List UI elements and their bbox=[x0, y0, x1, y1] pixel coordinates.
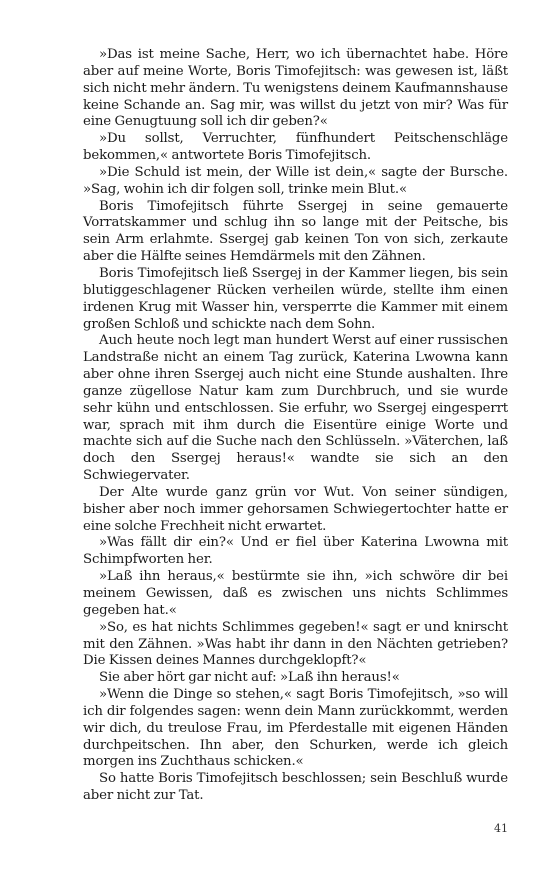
paragraph-4: Boris Timofejitsch führte Ssergej in seine gemauerte Vorratskammer und schlug ihn so lange mit der Peitsche, bis sein Arm erlahmte. Ssergej gab keinen Ton von sich, zerkaute aber die Hälfte seines Hemdärmels mit den Zähnen. bbox=[83, 198, 508, 265]
paragraph-7: Der Alte wurde ganz grün vor Wut. Von seiner sündigen, bisher aber noch immer gehorsamen Schwiegertochter hatte er eine solche Frechheit nicht erwartet. bbox=[83, 484, 508, 534]
paragraph-11: Sie aber hört gar nicht auf: »Laß ihn heraus!« bbox=[99, 670, 400, 686]
page-number: 41 bbox=[494, 822, 508, 835]
paragraph-12: »Wenn die Dinge so stehen,« sagt Boris Timofejitsch, »so will ich dir folgendes sagen: wenn dein Mann zurückkommt, werden wir dich, du treulose Frau, im Pferdestalle mit eigenen Händen durchpeitschen. Ihn aber, den Schurken, werde ich gleich morgen ins Zuchthaus schicken.« bbox=[83, 687, 508, 770]
paragraph-5: Boris Timofejitsch ließ Ssergej in der Kammer liegen, bis sein blutiggeschlagener Rücken verheilen würde, stellte ihm einen irdenen Krug mit Wasser hin, versperrte die Kammer mit einem großen Schloß und schickte nach dem Sohn. bbox=[83, 265, 508, 332]
paragraph-2: »Du sollst, Verruchter, fünfhundert Peitschenschläge bekommen,« antwortete Boris Timofejitsch. bbox=[83, 131, 508, 164]
paragraph-3: »Die Schuld ist mein, der Wille ist dein,« sagte der Bursche. »Sag, wohin ich dir folgen soll, trinke mein Blut.« bbox=[83, 164, 508, 197]
page-text-body bbox=[83, 47, 508, 805]
paragraph-1: »Das ist meine Sache, Herr, wo ich übernachtet habe. Höre aber auf meine Worte, Boris Timofejitsch: was gewesen ist, läßt sich nicht mehr ändern. Tu wenigstens deinem Kaufmannshause keine Schande an. Sag mir, was willst du jetzt von mir? Was für eine Genugtuung soll ich dir geben?« bbox=[83, 47, 508, 130]
paragraph-9: »Laß ihn heraus,« bestürmte sie ihn, »ich schwöre dir bei meinem Gewissen, daß es zwischen uns nichts Schlimmes gegeben hat.« bbox=[83, 569, 508, 618]
paragraph-10: »So, es hat nichts Schlimmes gegeben!« sagt er und knirscht mit den Zähnen. »Was habt ihr dann in den Nächten getrieben? Die Kissen deines Mannes durchgeklopft?« bbox=[83, 619, 508, 669]
paragraph-13: So hatte Boris Timofejitsch beschlossen; sein Beschluß wurde aber nicht zur Tat. bbox=[83, 771, 508, 804]
paragraph-8: »Was fällt dir ein?« Und er fiel über Katerina Lwowna mit Schimpfworten her. bbox=[83, 535, 508, 568]
paragraph-6: Auch heute noch legt man hundert Werst auf einer russischen Landstraße nicht an einem Tag zurück, Katerina Lwowna kann aber ohne ihren Ssergej auch nicht eine Stunde aushalten. Ihre ganze zügellose Natur kam zum Durchbruch, und sie wurde sehr kühn und entschlossen. Sie erfuhr, wo Ssergej eingesperrt war, sprach mit ihm durch die Eisentüre einige Worte und machte sich auf die Suche nach den Schlüsseln. »Väterchen, laß doch den Ssergej heraus!« wandte sie sich an den Schwiegervater. bbox=[83, 333, 508, 484]
